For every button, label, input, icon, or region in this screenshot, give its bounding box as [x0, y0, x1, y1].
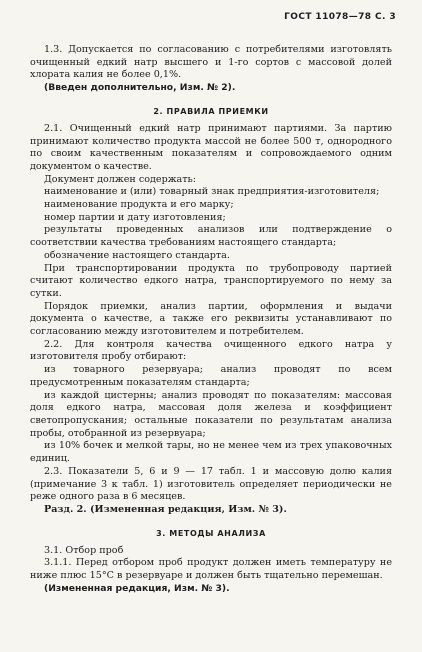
list-item: из каждой цистерны; анализ проводят по показателям: массовая доля едкого натра, массовая доля железа и коэффициент светопропускания; остальные показатели по результатам анализа пробы, отобранной из резервуара;: [30, 389, 392, 439]
list-item: обозначение настоящего стандарта.: [44, 249, 230, 261]
list-item: наименование продукта и его марку;: [44, 199, 234, 211]
paragraph-1-3: 1.3. Допускается по согласованию с потребителями изготовлять очищенный едкий натр высшего и 1-го сортов с массовой долей хлората калия не более 0,1%.: [30, 44, 392, 81]
amendment-note-1-3: (Введен дополнительно, Изм. № 2).: [44, 82, 236, 94]
list-item: из товарного резервуара; анализ проводят по всем предусмотренным показателям стандарта;: [30, 364, 392, 388]
acceptance-order-paragraph: Порядок приемки, анализ партии, оформления и выдачи документа о качестве, а также его реквизиты устанавливают по согласованию между изготовителем и потребителем.: [30, 300, 392, 338]
list-item: наименование и (или) товарный знак предприятия-изготовителя;: [44, 186, 380, 198]
list-item: результаты проведенных анализов или подтверждение о соответствии качества требованиям настоящего стандарта;: [30, 224, 392, 249]
paragraph-3-1: 3.1. Отбор проб: [44, 544, 124, 556]
page-header: ГОСТ 11078—78 С. 3: [284, 12, 396, 22]
document-body: [30, 44, 392, 595]
section-2-heading: 2. ПРАВИЛА ПРИЕМКИ: [153, 106, 269, 116]
paragraph-2-1: 2.1. Очищенный едкий натр принимают партиями. За партию принимают количество продукта массой не более 500 т, однородного по своим качественным показателям и сопровождаемого одним документом о качестве.: [30, 122, 392, 172]
paragraph-2-2: 2.2. Для контроля качества очищенного едкого натра у изготовителя пробу отбирают:: [30, 338, 392, 363]
list-item: из 10% бочек и мелкой тары, но не менее чем из трех упаковочных единиц.: [30, 440, 392, 465]
paragraph-2-3: 2.3. Показатели 5, 6 и 9 — 17 табл. 1 и массовую долю калия (примечание 3 к табл. 1) изготовитель определяет периодически не реже одного раза в 6 месяцев.: [30, 465, 392, 503]
pipeline-paragraph: При транспортировании продукта по трубопроводу партией считают количество едкого натра, транспортируемого по нему за сутки.: [30, 262, 392, 299]
list-item: номер партии и дату изготовления;: [44, 211, 226, 223]
paragraph-3-1-1: 3.1.1. Перед отбором проб продукт должен иметь температуру не ниже плюс 15°С в резервуаре и должен быть тщательно перемешан.: [30, 557, 392, 582]
section-3-heading: 3. МЕТОДЫ АНАЛИЗА: [156, 528, 266, 538]
amendment-note-section-2: Разд. 2. (Измененная редакция, Изм. № 3).: [44, 503, 287, 515]
document-contents-intro: Документ должен содержать:: [44, 173, 197, 185]
amendment-note-3-1-1: (Измененная редакция, Изм. № 3).: [44, 582, 230, 594]
